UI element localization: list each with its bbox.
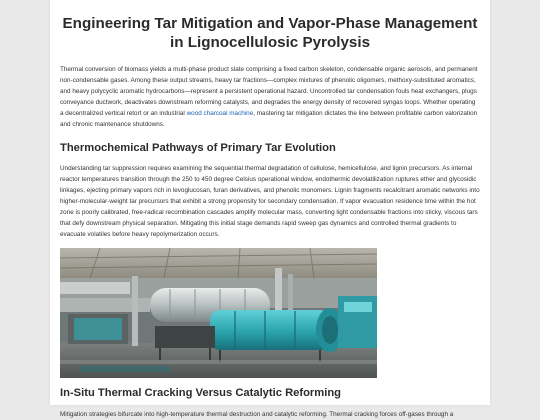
article-content — [60, 14, 480, 420]
section-paragraph-cracking: Mitigation strategies bifurcate into high-temperature thermal destruction and catalytic reforming. Thermal cracking forces off-gases through a — [60, 411, 454, 418]
pyrolysis-plant-photo — [60, 248, 377, 378]
section-heading-thermochemical-pathways: Thermochemical Pathways of Primary Tar Evolution — [60, 142, 336, 154]
intro-text-end: , mastering tar mitigation dictates the line between profitable carbon valorization and chronic maintenance shutdowns. — [60, 110, 478, 128]
article-page — [50, 0, 490, 418]
intro-text-start: Thermal conversion of biomass yields a multi-phase product slate comprising a fixed carbon skeleton, condensable organic aerosols, and permanent non-condensable gases. Among these output streams, heavy tar fractions—complex mixtures of phenolic oligomers, methoxy-substituted aromatics, and heavy polycyclic aromatic hydrocarbons—represent a persistent operational hazard. Uncontrolled tar condensation fouls heat exchangers, plugs conveyance ductwork, deactivates downstream reforming catalysts, and degrades the energy density of recovered syngas loops. Whether operating a decentralized vertical retort or an industrial — [60, 66, 478, 117]
intro-paragraph — [60, 64, 480, 130]
wood-charcoal-machine-link[interactable]: wood charcoal machine — [186, 110, 254, 117]
section-paragraph-thermochemical: Understanding tar suppression requires examining the sequential thermal degradation of cellulose, hemicellulose, and lignin precursors. As internal reactor temperatures transition through the 250 to 450 degree Celsius operational window, endothermic devolatilization ruptures ether and glycosidic linkages, ejecting primary vapors rich in levoglucosan, furan derivatives, and phenolic monomers. Lignin fragments recalcitrant aromatic networks into higher-molecular-weight tar precursors that exhibit a strong propensity for secondary condensation. If vapor evacuation residence time within the hot zone is poorly calibrated, free-radical recombination cascades amplify molecular mass, converting light condensable fractions into sticky, viscous tars that defy downstream physical separation. Mitigating this initial stage demands rapid sweep gas dynamics and controlled thermal gradients to evacuate volatiles before heavy repolymerization occurs. — [60, 165, 480, 238]
section-heading-thermal-cracking: In-Situ Thermal Cracking Versus Catalytic Reforming — [60, 387, 342, 399]
pyrolysis-plant-illustration — [60, 248, 377, 378]
page-title: Engineering Tar Mitigation and Vapor-Phase Management in Lignocellulosic Pyrolysis — [62, 15, 478, 51]
